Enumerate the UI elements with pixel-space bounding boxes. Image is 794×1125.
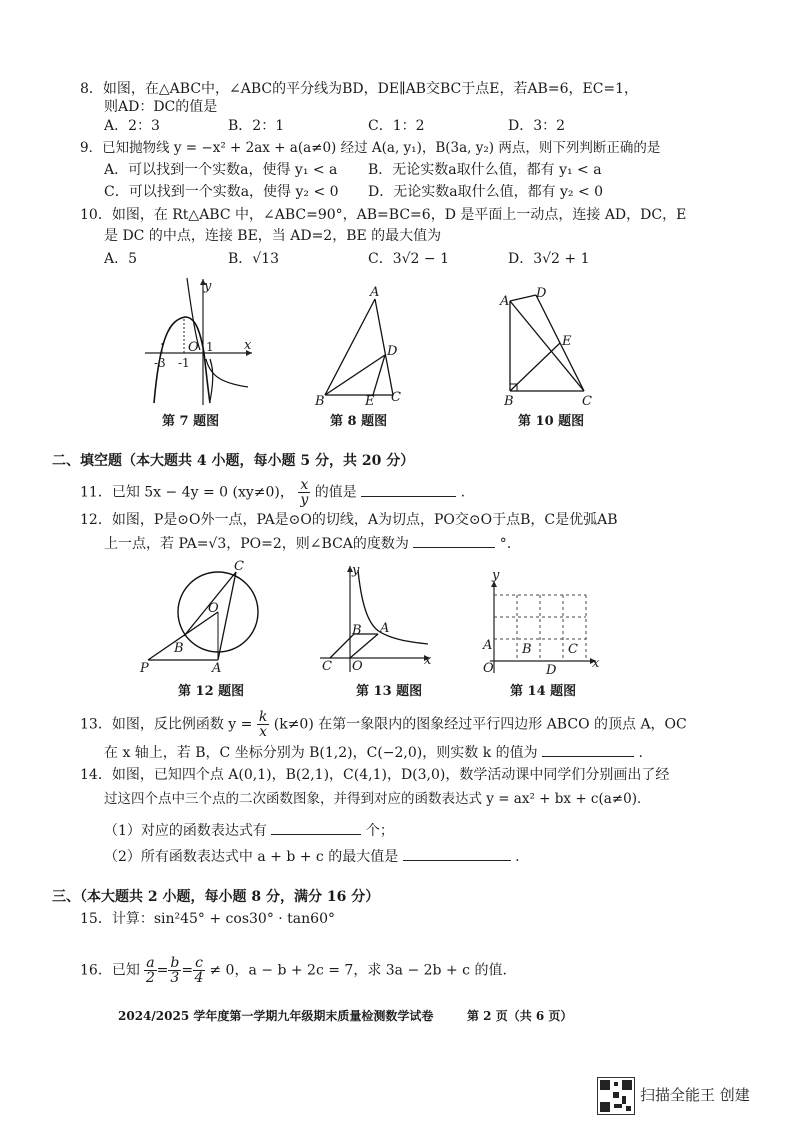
fig8-label-d: D [387,344,398,359]
fig10-label-c: C [582,394,592,409]
q9-option-c: C．可以找到一个实数a，使得 y₂ < 0 [104,184,339,200]
figure-7 [140,275,270,405]
q10-line2: 是 DC 的中点，连接 BE，当 AD=2，BE 的最大值为 [104,228,442,244]
fig13-label-x: x [424,653,432,668]
fig10-label-e: E [562,334,572,349]
q11-text: 11．已知 5x − 4y = 0 (xy≠0)， $\frac{x}{y}$ 的值是 . [80,477,466,508]
fig7-label-o: O [188,340,199,355]
fig8-caption: 第 8 题图 [330,414,388,429]
q8-option-a: A．2：3 [104,118,160,134]
fig7-label-m3: -3 [154,356,166,370]
section2-title: 二、填空题（本大题共 4 小题，每小题 5 分，共 20 分） [52,453,415,469]
figure-12 [140,560,280,675]
q8-option-c: C．1：2 [368,118,425,134]
fig13-label-y: y [352,563,360,578]
fig12-caption: 第 12 题图 [178,684,245,699]
fig7-label-1: 1 [206,340,214,354]
fig7-label-m1: -1 [178,356,190,370]
q15: 15．计算：sin²45° + cos30° · tan60° [80,911,335,927]
fig14-caption: 第 14 题图 [510,684,577,699]
fig13-label-b: B [352,623,362,638]
fig8-label-a: A [370,285,380,300]
scanner-brand-text: 扫描全能王 创建 [640,1086,750,1104]
q14-sub1: （1）对应的函数表达式有 个； [104,820,394,840]
fig12-label-a: A [212,661,222,676]
fig7-label-y: y [204,279,212,294]
q10-option-c: C．3√2 − 1 [368,251,449,267]
q12-line1: 12．如图，P是⊙O外一点，PA是⊙O的切线，A为切点，PO交⊙O于点B，C是优弧AB [80,512,618,528]
fig8-label-b: B [315,394,325,409]
q8-option-d: D．3：2 [508,118,566,134]
q12-answer-blank[interactable] [413,533,495,548]
fig13-label-o: O [352,659,363,674]
q9-option-a: A．可以找到一个实数a，使得 y₁ < a [104,162,338,178]
q10-line1: 10．如图，在 Rt△ABC 中，∠ABC=90°，AB=BC=6，D 是平面上一动点，连接 AD，DC，E [80,207,687,223]
fig10-label-b: B [504,394,514,409]
q14-line1: 14．如图，已知四个点 A(0,1)，B(2,1)，C(4,1)，D(3,0)，数学活动课中同学们分别画出了经 [80,767,670,783]
q16: 16．已知 $\frac{a}{2}$ = $\frac{b}{3}$ = $\frac{c}{4}$ ≠ 0，a − b + 2c = 7，求 3a − 2b + c 的值. [80,955,507,986]
q8-option-b: B．2：1 [228,118,285,134]
q10-option-a: A．5 [104,251,138,267]
fig14-label-d: D [546,663,557,678]
fig10-label-a: A [500,294,510,309]
figure-10 [500,285,600,409]
fig7-label-x: x [244,338,252,353]
q14-sub2: （2）所有函数表达式中 a + b + c 的最大值是 . [104,846,520,866]
q10-option-b: B．√13 [228,251,280,267]
q9-option-b: B．无论实数a取什么值，都有 y₁ < a [368,162,602,178]
q13-answer-blank[interactable] [542,742,634,757]
fig10-label-d: D [536,286,547,301]
fig14-label-a: A [483,638,493,653]
fig12-label-b: B [174,641,184,656]
fig13-caption: 第 13 题图 [356,684,423,699]
fig10-caption: 第 10 题图 [518,414,585,429]
fig12-label-p: P [140,661,149,676]
fig8-label-c: C [391,390,401,405]
fig12-label-c: C [234,559,244,574]
q9-line1: 9．已知抛物线 y = −x² + 2ax + a(a≠0) 经过 A(a, y₁)，B(3a, y₂) 两点，则下列判断正确的是 [80,140,661,156]
q12-line2: 上一点，若 PA=√3，PO=2，则∠BCA的度数为 °. [104,533,511,553]
qr-code-icon [597,1077,635,1115]
fig14-label-y: y [492,568,500,583]
q11-answer-blank[interactable] [361,482,456,497]
fig14-label-c: C [568,642,578,657]
fig7-caption: 第 7 题图 [162,414,220,429]
footer-exam-title: 2024/2025 学年度第一学期九年级期末质量检测数学试卷 [118,1009,434,1023]
q9-option-d: D．无论实数a取什么值，都有 y₂ < 0 [368,184,604,200]
fig14-label-b: B [522,642,532,657]
fig14-label-o: O [483,661,494,676]
q13-line1: 13．如图，反比例函数 y = $\frac{k}{x}$ (k≠0) 在第一象限内的图象经过平行四边形 ABCO 的顶点 A，OC [80,709,687,740]
fig13-label-c: C [322,659,332,674]
figure-14 [480,568,600,678]
fig12-label-o: O [208,601,219,616]
q8-line1: 8．如图，在△ABC中，∠ABC的平分线为BD，DE∥AB交BC于点E，若AB=6，EC=1， [80,81,639,97]
fig13-label-a: A [380,621,390,636]
q10-option-d: D．3√2 + 1 [508,251,590,267]
figure-13 [318,560,438,675]
q14-sub1-answer-blank[interactable] [271,820,361,835]
q13-line2: 在 x 轴上，若 B，C 坐标分别为 B(1,2)，C(−2,0)，则实数 k 的值为 . [104,742,643,762]
section3-title: 三、（本大题共 2 小题，每小题 8 分，满分 16 分） [52,889,380,905]
footer-page-number: 第 2 页（共 6 页） [467,1009,573,1023]
fig14-label-x: x [592,656,600,671]
q14-sub2-answer-blank[interactable] [403,846,511,861]
q14-line2: 过这四个点中三个点的二次函数图象，并得到对应的函数表达式 y = ax² + bx + c(a≠0)． [104,791,651,807]
figure-8 [315,285,425,409]
fig8-label-e: E [365,394,375,409]
q8-line2: 则AD：DC的值是 [104,99,218,115]
